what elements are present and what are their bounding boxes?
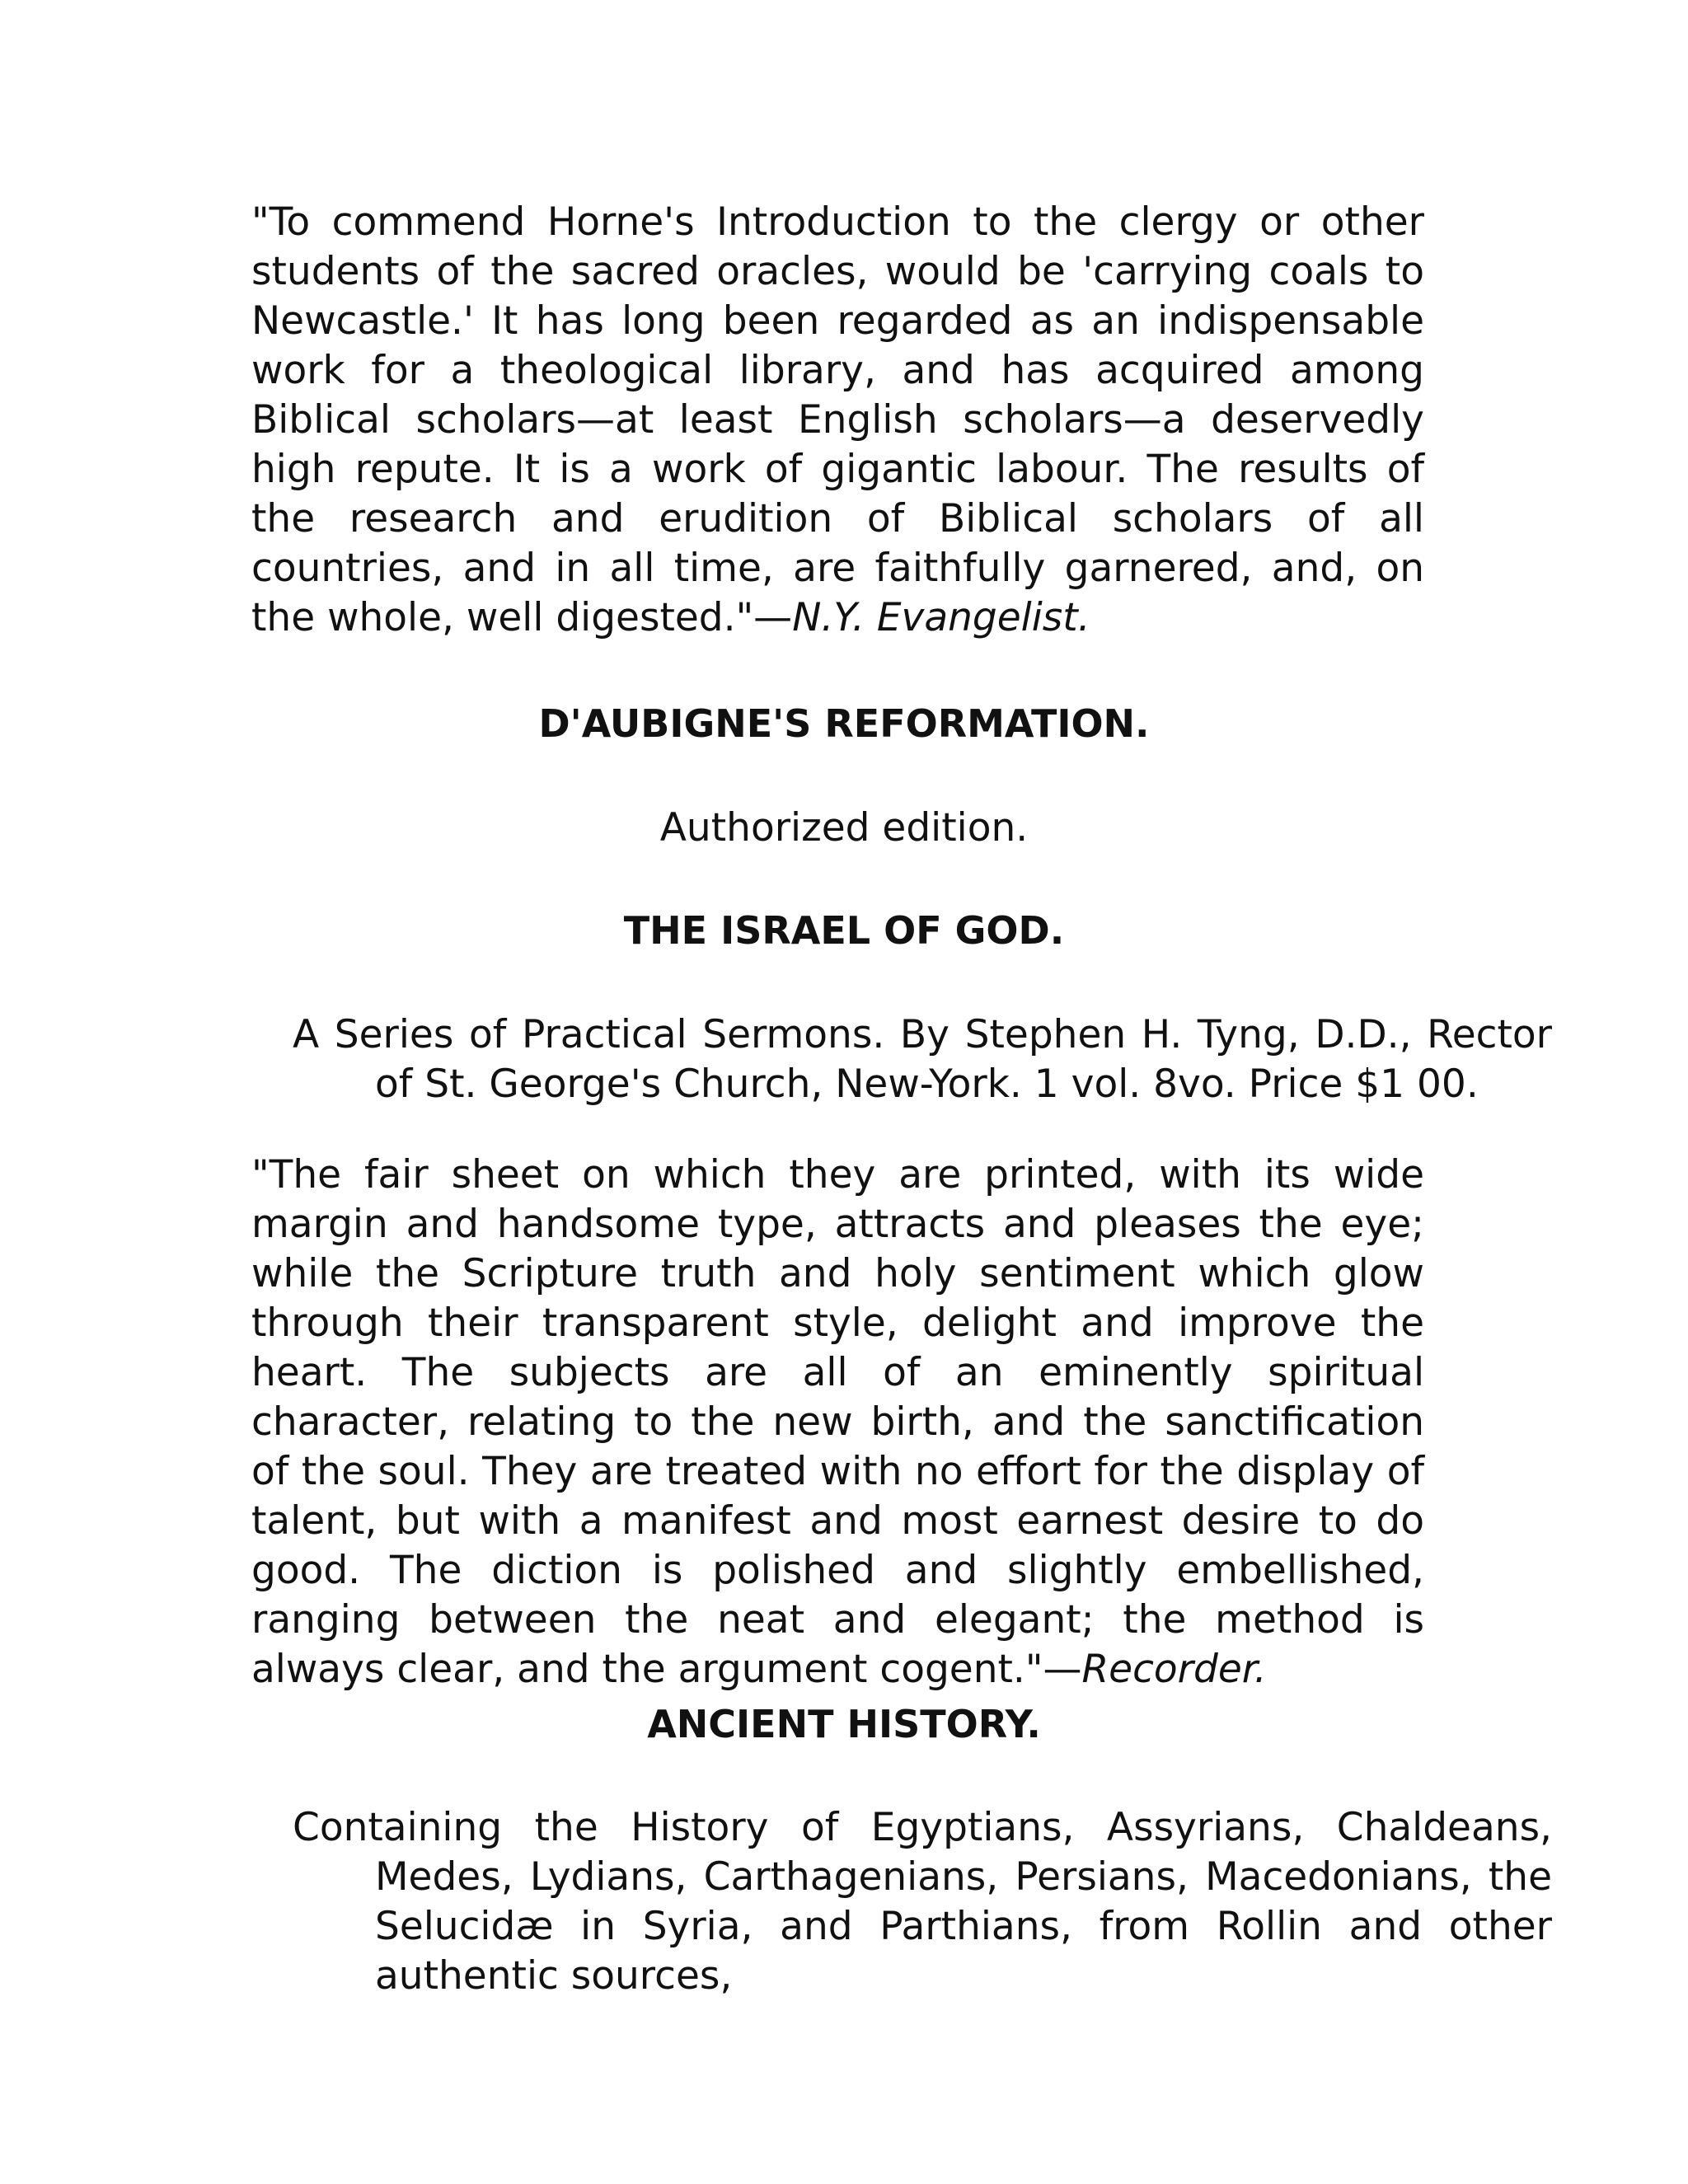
israel-of-god-review — [251, 1151, 1424, 1694]
horne-review-attribution: N.Y. Evangelist. — [792, 595, 1090, 640]
ancient-history-description: Containing the History of Egyptians, Assyrians, Chaldeans, Medes, Lydians, Carthagenians, Persians, Macedonians, the Selucidæ in Syria, and Parthians, from Rollin and other authentic sources, — [293, 1805, 1552, 1999]
horne-review-text: "To commend Horne's Introduction to the clergy or other students of the sacred oracles, would be 'carrying coals to Newcastle.' It has long been regarded as an indispensable work for a theological library, and has acquired among Biblical scholars—at least English scholars—a deservedly high repute. It is a work of gigantic labour. The results of the research and erudition of Biblical scholars of all countries, and in all time, are faithfully garnered, and, on the whole, well digested."— — [251, 199, 1424, 640]
israel-of-god-heading: THE ISRAEL OF GOD. — [623, 908, 1065, 953]
israel-of-god-review-text: "The fair sheet on which they are printed, with its wide margin and handsome type, attracts and pleases the eye; while the Scripture truth and holy sentiment which glow through their transparent style, delight and improve the heart. The subjects are all of an eminently spiritual character, relating to the new birth, and the sanctification of the soul. They are treated with no effort for the display of talent, but with a manifest and most earnest desire to do good. The diction is polished and slightly embellished, ranging between the neat and elegant; the method is always clear, and the argument cogent."— — [251, 1152, 1424, 1692]
daubigne-note: Authorized edition. — [659, 805, 1029, 851]
israel-of-god-review-attribution: Recorder. — [1081, 1647, 1267, 1692]
ancient-history-heading: ANCIENT HISTORY. — [647, 1702, 1041, 1746]
daubigne-heading: D'AUBIGNE'S REFORMATION. — [538, 701, 1150, 746]
israel-of-god-description: A Series of Practical Sermons. By Stephen H. Tyng, D.D., Rector of St. George's Church, New-York. 1 vol. 8vo. Price $1 00. — [293, 1012, 1552, 1107]
horne-review-quote — [251, 198, 1424, 643]
